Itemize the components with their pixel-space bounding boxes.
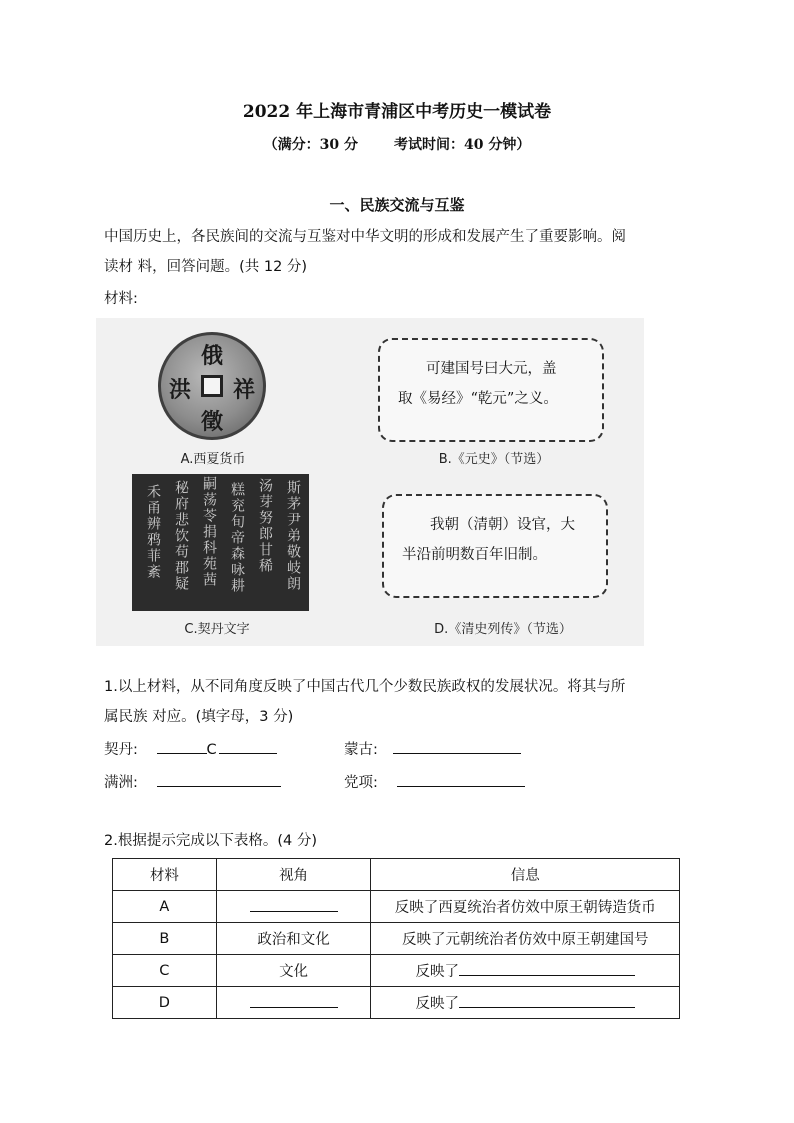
mongol-blank[interactable] (393, 739, 521, 754)
time-info: 考试时间：40 分钟） (394, 137, 531, 153)
quote-d-bubble (382, 494, 608, 598)
manchu-label: 满洲: (104, 775, 138, 791)
manchu-blank[interactable] (157, 772, 281, 787)
info-table (112, 858, 680, 1019)
stele-col-3: 糕兖旬帝森咏耕 (229, 482, 245, 594)
section-heading: 一、民族交流与互鉴 (329, 196, 465, 214)
khitan-label: 契丹: (104, 742, 138, 758)
header-material: 材料 (113, 859, 217, 891)
section-intro (104, 222, 694, 282)
mongol-row (344, 738, 521, 759)
tangut-row (344, 771, 525, 792)
coin-glyph-left: 洪 (169, 377, 192, 403)
header-angle: 视角 (216, 859, 371, 891)
cell-material: A (113, 891, 217, 923)
caption-d: D.《清史列传》（节选） (434, 622, 572, 637)
angle-blank[interactable] (250, 897, 338, 912)
question-2-prompt: 2.根据提示完成以下表格。(4 分) (104, 833, 317, 849)
header-info: 信息 (371, 859, 680, 891)
caption-b: B.《元史》（节选） (438, 452, 550, 467)
coin-glyph-right: 祥 (233, 377, 256, 403)
exam-title: 2022 年上海市青浦区中考历史一模试卷 (242, 102, 552, 122)
stele-col-5: 秘府悲饮苟郡疑 (173, 480, 189, 592)
coin-glyph-top: 俄 (201, 343, 224, 369)
table-row (113, 987, 680, 1019)
quote-d-line-1: 我朝（清朝）设官，大 (430, 517, 575, 533)
coin-square-hole (201, 375, 223, 397)
exam-subtitle (0, 134, 794, 154)
info-prefix: 反映了 (415, 996, 459, 1012)
quote-b-line-2: 取《易经》“乾元”之义。 (398, 391, 558, 407)
caption-a: A.西夏货币 (180, 452, 246, 467)
materials-figure (96, 318, 644, 646)
stele-col-4: 嗣荡苓捐科苑茜 (201, 476, 217, 588)
intro-line-1: 中国历史上，各民族间的交流与互鉴对中华文明的形成和发展产生了重要影响。阅 (104, 229, 626, 245)
tangut-label: 党项: (344, 775, 378, 791)
cell-material: C (113, 955, 217, 987)
khitan-blank-left[interactable] (157, 739, 207, 754)
cell-angle (216, 987, 371, 1019)
cell-info (371, 987, 680, 1019)
question-1-line-2: 属民族 对应。(填字母，3 分) (104, 709, 294, 725)
stele-col-1: 斯茅尹弟敬岐朗 (285, 480, 301, 592)
khitan-row (104, 738, 277, 759)
cell-info (371, 955, 680, 987)
cell-angle (216, 891, 371, 923)
khitan-script-image (132, 474, 309, 611)
stele-col-6: 禾甬辨鸦菲紊 (145, 484, 161, 580)
cell-material: B (113, 923, 217, 955)
khitan-blank-right[interactable] (219, 739, 277, 754)
cell-angle: 政治和文化 (216, 923, 371, 955)
khitan-answer: C (206, 742, 217, 758)
cell-material: D (113, 987, 217, 1019)
table-row (113, 891, 680, 923)
coin-glyph-bottom: 徵 (201, 409, 224, 435)
table-header-row (113, 859, 680, 891)
tangut-blank[interactable] (397, 772, 525, 787)
caption-c: C.契丹文字 (184, 622, 250, 637)
quote-b-bubble (378, 338, 604, 442)
cell-angle: 文化 (216, 955, 371, 987)
info-prefix: 反映了 (415, 964, 459, 980)
mongol-label: 蒙古: (344, 742, 378, 758)
question-1-line-1: 1.以上材料，从不同角度反映了中国古代几个少数民族政权的发展状况。将其与所 (104, 679, 626, 695)
material-label: 材料: (104, 291, 138, 307)
question-1 (104, 672, 694, 732)
info-blank[interactable] (459, 993, 635, 1008)
quote-d-line-2: 半沿前明数百年旧制。 (402, 547, 547, 563)
manchu-row (104, 771, 281, 792)
score-info: （满分：30 分 (263, 137, 358, 153)
table-row (113, 955, 680, 987)
coin-image (158, 332, 266, 440)
cell-info: 反映了西夏统治者仿效中原王朝铸造货币 (371, 891, 680, 923)
quote-b-line-1: 可建国号曰大元，盖 (426, 361, 557, 377)
cell-info: 反映了元朝统治者仿效中原王朝建国号 (371, 923, 680, 955)
intro-line-2: 读材 料，回答问题。(共 12 分) (104, 259, 308, 275)
stele-col-2: 汤芽努郎甘稀 (257, 478, 273, 574)
table-row (113, 923, 680, 955)
angle-blank[interactable] (250, 993, 338, 1008)
info-blank[interactable] (459, 961, 635, 976)
